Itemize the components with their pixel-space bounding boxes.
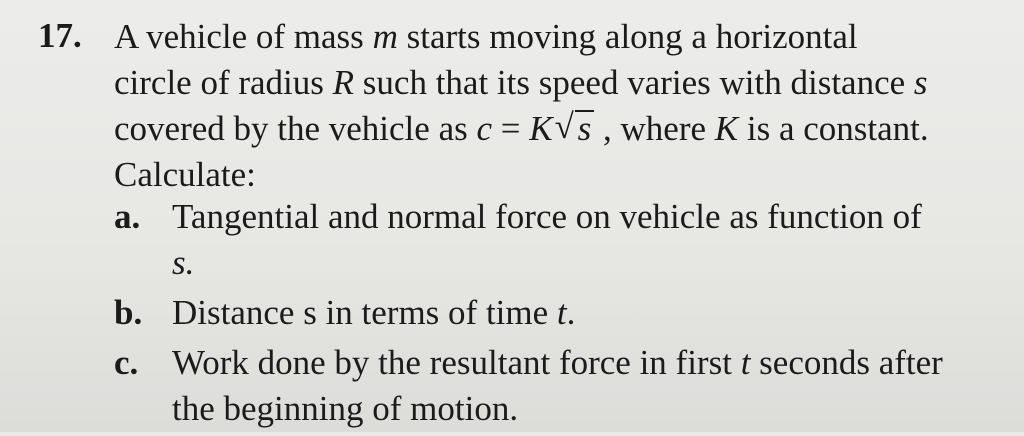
stem-text: starts moving along a horizontal xyxy=(397,17,858,56)
sub-question-text-run: seconds after xyxy=(750,343,943,382)
stem-line-1 xyxy=(114,14,994,60)
sub-question-line: s. xyxy=(172,243,195,282)
var-t: t xyxy=(556,293,567,332)
sub-question-label: b. xyxy=(114,293,143,332)
sub-question-text-run: Distance s in terms of time xyxy=(172,293,557,332)
sub-question-line xyxy=(172,290,994,336)
sub-question-text-run: Work done by the resultant force in first xyxy=(172,343,741,382)
stem-line-3 xyxy=(114,106,994,152)
question-stem xyxy=(114,14,994,198)
square-root xyxy=(555,106,595,152)
stem-line-2 xyxy=(114,60,994,106)
sub-question-text xyxy=(172,194,994,286)
sub-question-line: Tangential and normal force on vehicle as function of xyxy=(172,197,922,236)
formula-constant: K xyxy=(529,109,553,148)
stem-text: A vehicle of mass xyxy=(114,17,373,56)
stem-text: circle of radius xyxy=(114,63,333,102)
radicand: s xyxy=(575,110,595,146)
formula-lhs: c xyxy=(476,109,493,148)
sub-question-b xyxy=(114,290,994,336)
sub-question-a xyxy=(114,194,994,286)
sub-question-label: a. xyxy=(114,197,141,236)
var-R: R xyxy=(332,63,355,102)
question-number: 17. xyxy=(38,16,82,55)
formula-equals: = xyxy=(492,109,530,148)
var-m: m xyxy=(372,17,398,56)
sub-question-text xyxy=(172,290,994,336)
sub-question-text xyxy=(172,340,994,432)
stem-text: , where xyxy=(594,109,715,148)
sub-questions xyxy=(114,194,994,436)
sub-question-c xyxy=(114,340,994,432)
var-K: K xyxy=(714,109,739,148)
stem-line-4: Calculate: xyxy=(114,155,256,194)
sub-question-line: the beginning of motion. xyxy=(172,389,519,428)
var-t: t xyxy=(740,343,751,382)
sub-question-label: c. xyxy=(114,343,139,382)
stem-text: such that its speed varies with distance xyxy=(354,63,914,102)
stem-text: is a constant. xyxy=(738,109,929,148)
radical-sign: √ xyxy=(554,107,574,146)
sub-question-text-run: . xyxy=(566,293,576,332)
sub-question-line xyxy=(172,340,994,386)
stem-text: covered by the vehicle as xyxy=(114,109,477,148)
var-s: s xyxy=(913,63,928,102)
